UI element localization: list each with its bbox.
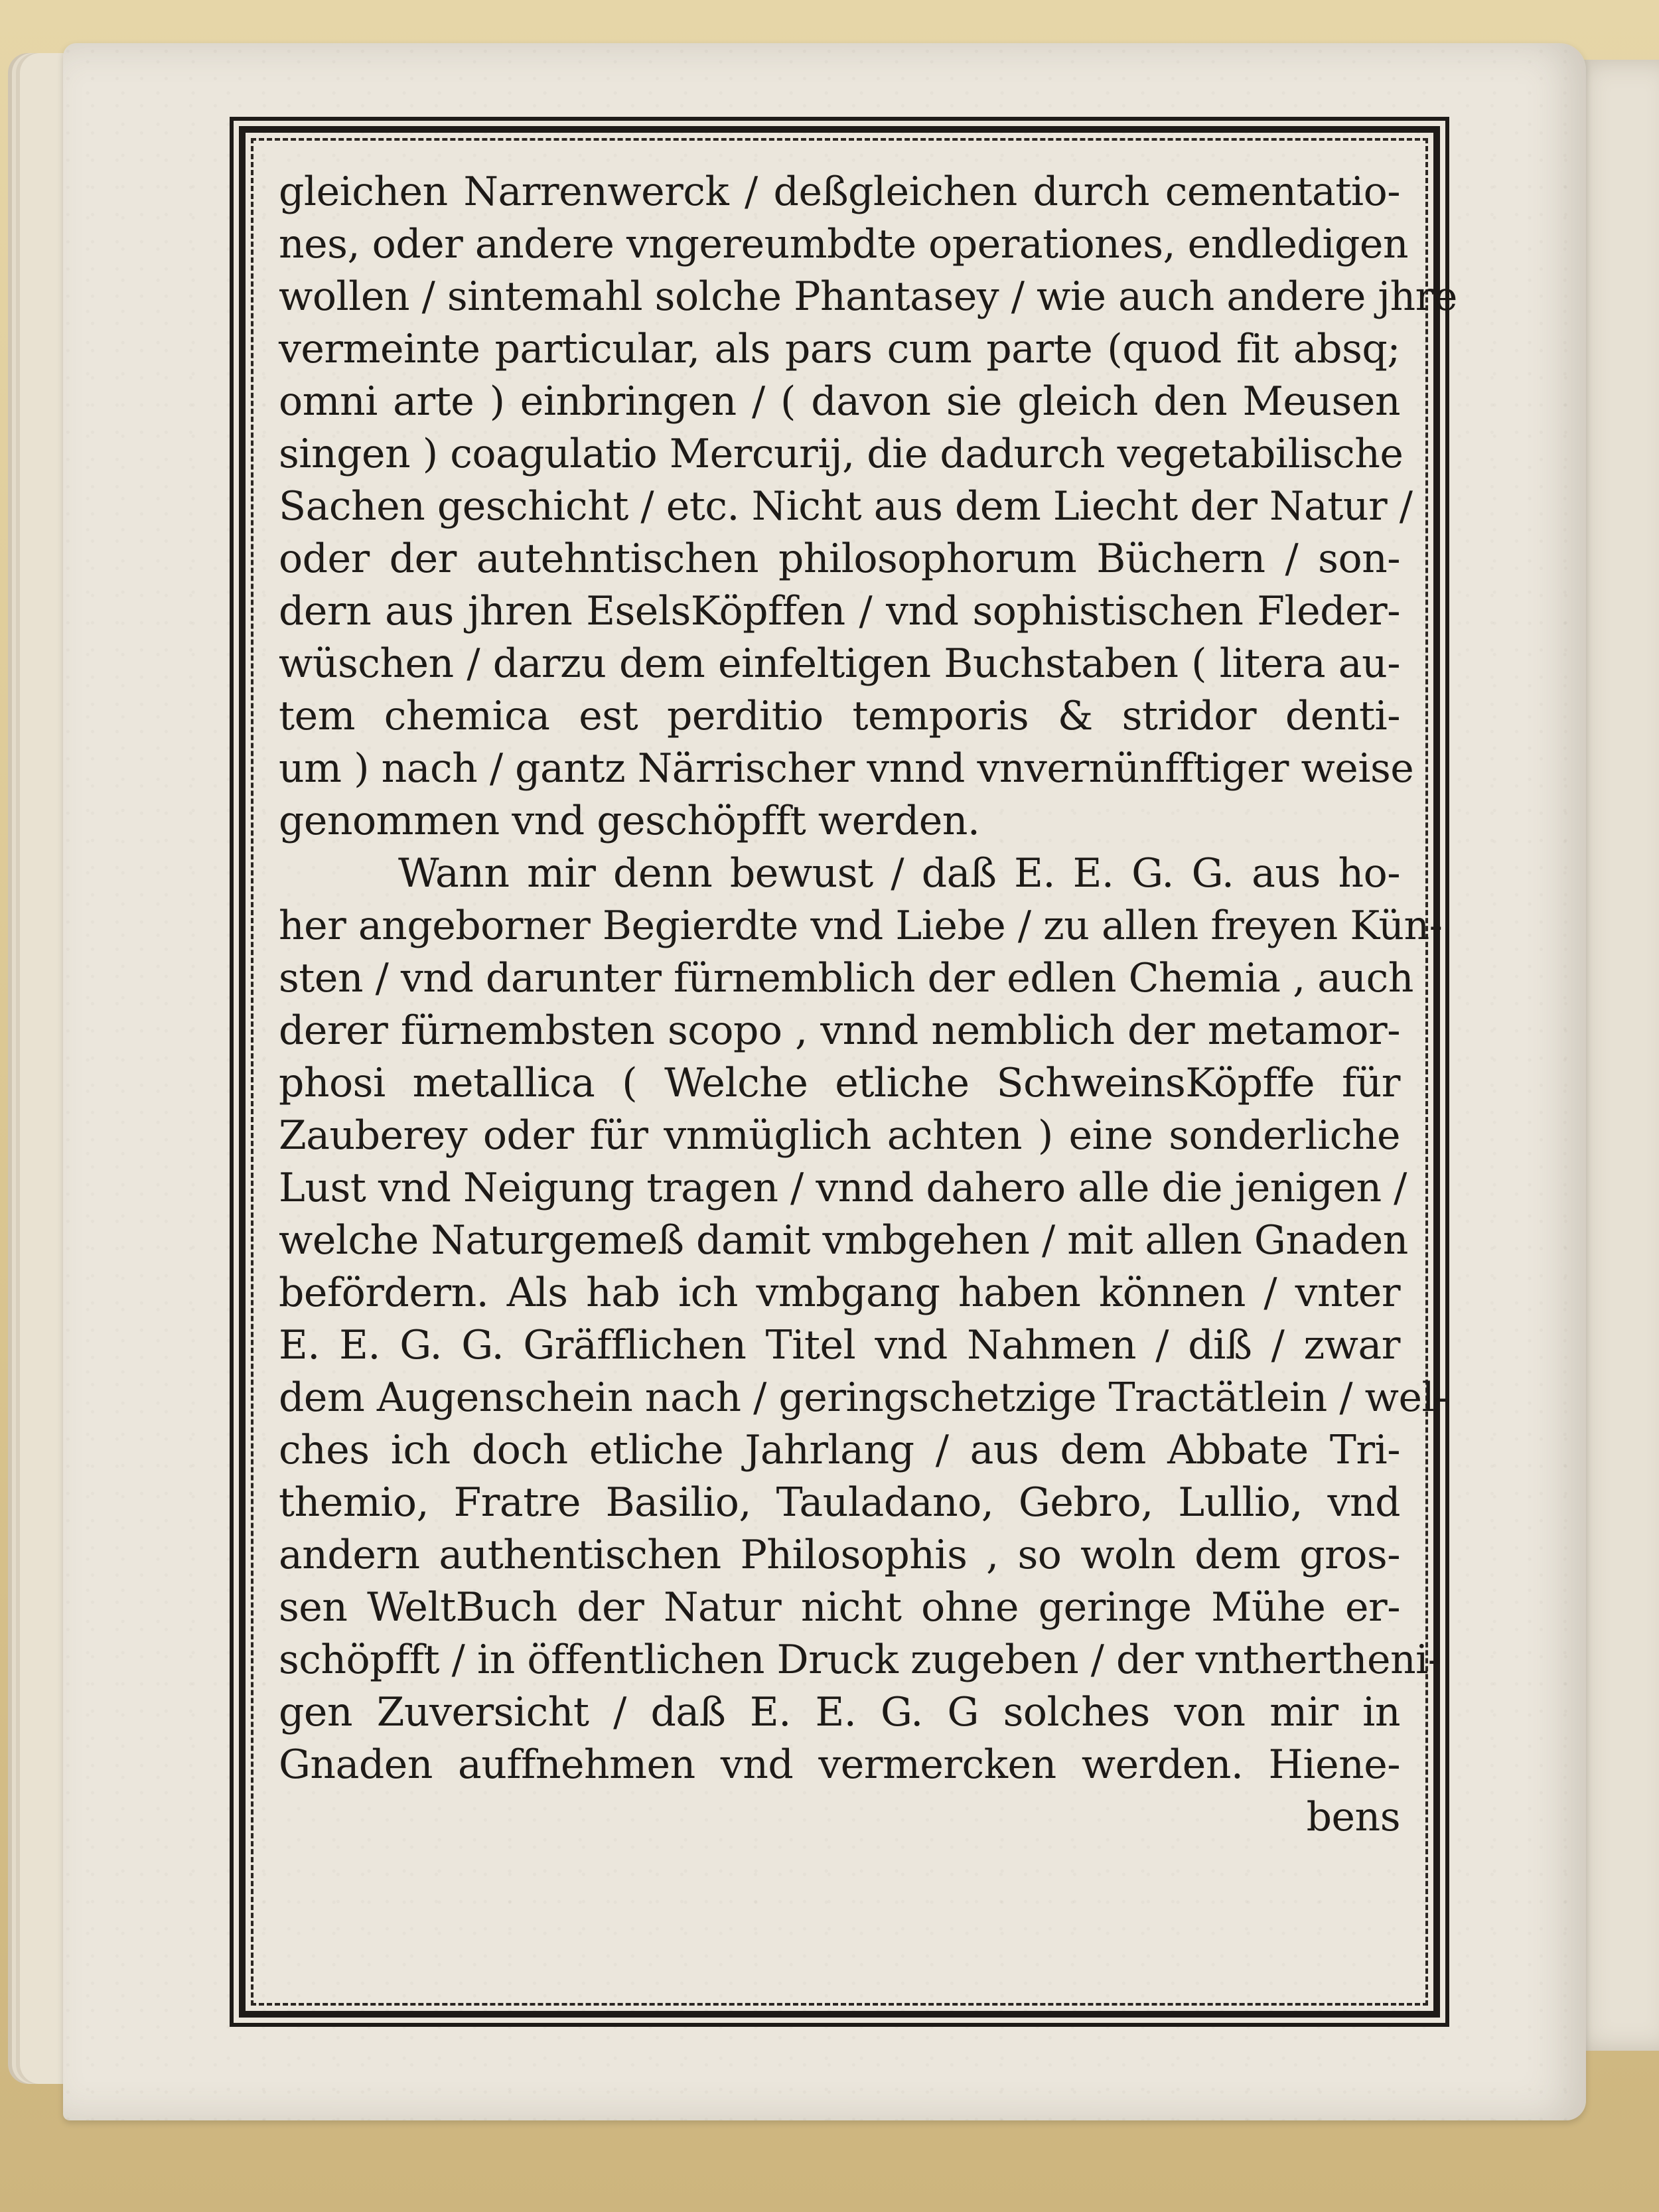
text-line: themio, Fratre Basilio, Tauladano, Gebro, Lullio, vnd <box>279 1479 1400 1526</box>
text-line: sen WeltBuch der Natur nicht ohne geringe Mühe er- <box>279 1584 1400 1631</box>
text-line: befördern. Als hab ich vmbgang haben können / vnter <box>279 1270 1400 1316</box>
text-block <box>279 166 1457 1971</box>
paragraph-start-line: Wann mir denn bewust / daß E. E. G. G. aus ho- <box>398 850 1400 897</box>
text-line: ches ich doch etliche Jahrlang / aus dem Abbate Tri- <box>279 1427 1400 1473</box>
text-line: gen Zuversicht / daß E. E. G. G solches von mir in <box>279 1689 1400 1735</box>
text-line: vermeinte particular, als pars cum parte (quod fit absq; <box>279 326 1400 372</box>
text-line: phosi metallica ( Welche etliche SchweinsKöpffe für <box>279 1060 1400 1106</box>
text-line: E. E. G. G. Gräfflichen Titel vnd Nahmen / diß / zwar <box>279 1322 1400 1368</box>
text-line: wüschen / darzu dem einfeltigen Buchstaben ( litera au- <box>279 640 1400 687</box>
text-line: nes, oder andere vngereumbdte operationes, endledigen <box>279 221 1409 267</box>
paragraph-end-line: genommen vnd geschöpfft werden. <box>279 798 980 844</box>
text-line: gleichen Narrenwerck / deßgleichen durch cementatio- <box>279 169 1400 215</box>
text-line: derer fürnembsten scopo , vnnd nemblich der metamor- <box>279 1007 1400 1054</box>
text-line: omni arte ) einbringen / ( davon sie gleich den Meusen <box>279 378 1400 425</box>
text-line: her angeborner Begierdte vnd Liebe / zu allen freyen Kün- <box>279 903 1443 949</box>
text-line: dern aus jhren EselsKöpffen / vnd sophistischen Fleder- <box>279 588 1400 634</box>
text-line: singen ) coagulatio Mercurij, die dadurch vegetabilische <box>279 431 1404 477</box>
text-line: schöpfft / in öffentlichen Druck zugeben / der vnthertheni- <box>279 1637 1441 1683</box>
text-line: Zauberey oder für vnmüglich achten ) eine sonderliche <box>279 1112 1400 1159</box>
text-line: andern authentischen Philosophis , so woln dem gros- <box>279 1532 1400 1578</box>
text-line: Lust vnd Neigung tragen / vnnd dahero alle die jenigen / <box>279 1165 1407 1211</box>
text-line: oder der autehntischen philosophorum Büchern / son- <box>279 536 1400 582</box>
text-line: dem Augenschein nach / geringschetzige Tractätlein / wel- <box>279 1374 1447 1421</box>
text-line: Sachen geschicht / etc. Nicht aus dem Liecht der Natur / <box>279 483 1413 530</box>
text-line: tem chemica est perditio temporis & stridor denti- <box>279 693 1400 739</box>
text-line: sten / vnd darunter fürnemblich der edlen Chemia , auch <box>279 955 1413 1001</box>
text-line: wollen / sintemahl solche Phantasey / wie auch andere jhre <box>279 273 1457 320</box>
catchword: bens <box>1306 1794 1400 1840</box>
text-line: welche Naturgemeß damit vmbgehen / mit allen Gnaden <box>279 1217 1408 1264</box>
text-line: um ) nach / gantz Närrischer vnnd vnvernünfftiger weise <box>279 745 1414 792</box>
text-line: Gnaden auffnehmen vnd vermercken werden. Hiene- <box>279 1741 1400 1788</box>
